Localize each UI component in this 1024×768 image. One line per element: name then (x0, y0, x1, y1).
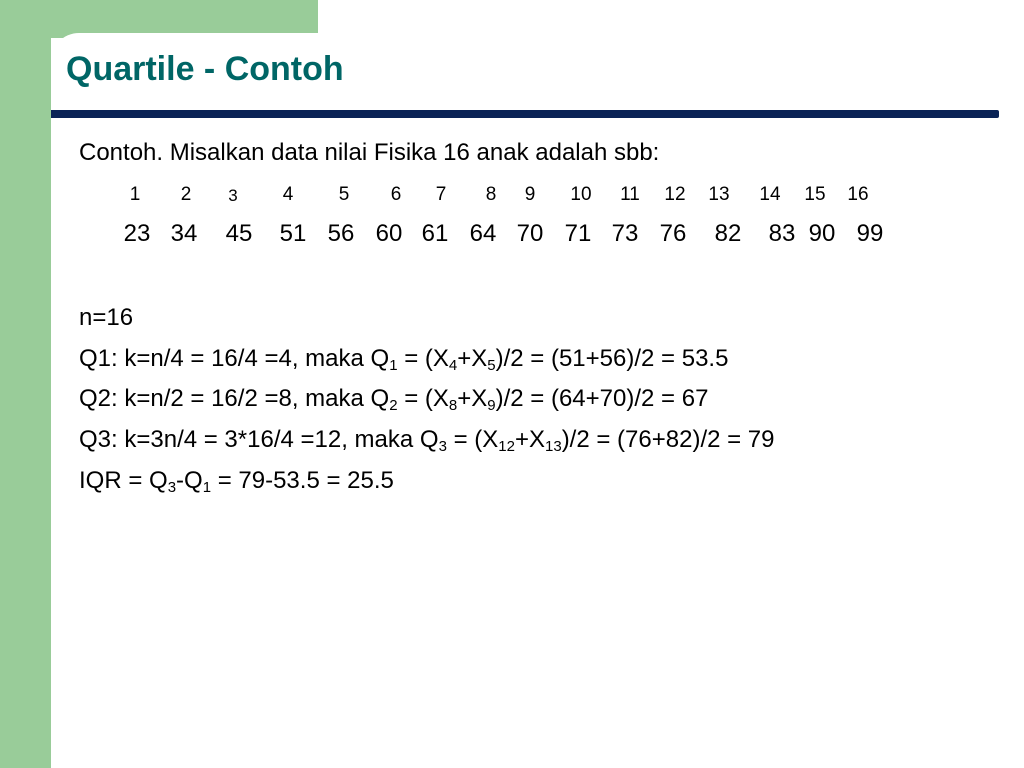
value-cell: 83 (768, 220, 796, 247)
index-cell: 6 (390, 184, 402, 205)
index-cell: 10 (570, 184, 592, 205)
q2-line: Q2: k=n/2 = 16/2 =8, maka $Q_2 = (X_8+X_9)/2 = (64+70)/2 = 67$ (79, 385, 709, 414)
index-cell: 5 (338, 184, 350, 205)
value-cell: 73 (611, 220, 639, 247)
q1-line: Q1: k=n/4 = 16/4 =4, maka $Q_1 = (X_4+X_5)/2 = (51+56)/2 = 53.5$ (79, 345, 729, 374)
value-cell: 60 (375, 220, 403, 247)
value-cell: 71 (564, 220, 592, 247)
n-line: n=16 (79, 304, 134, 331)
index-cell: 9 (524, 184, 536, 205)
index-cell: 1 (129, 184, 141, 205)
index-cell: 8 (485, 184, 497, 205)
title-rule (51, 110, 999, 118)
value-cell: 56 (327, 220, 355, 247)
index-cell: 4 (282, 184, 294, 205)
value-cell: 76 (659, 220, 687, 247)
index-cell: 16 (847, 184, 869, 205)
sidebar-accent (0, 0, 51, 768)
index-cell: 11 (620, 184, 640, 205)
index-cell: 2 (180, 184, 192, 205)
index-cell: 12 (664, 184, 686, 205)
value-cell: 23 (123, 220, 151, 247)
value-cell: 82 (714, 220, 742, 247)
slide-title: Quartile - Contoh (66, 50, 344, 88)
value-cell: 90 (808, 220, 836, 247)
index-cell: 3 (228, 186, 238, 205)
index-cell: 14 (759, 184, 781, 205)
iqr-line: IQR = $Q_3-Q_1 = 79-53.5 = 25.5$ (79, 467, 394, 496)
value-cell: 64 (469, 220, 497, 247)
value-cell: 61 (421, 220, 449, 247)
value-cell: 70 (516, 220, 544, 247)
value-cell: 45 (225, 220, 253, 247)
q3-line: Q3: k=3n/4 = 3*16/4 =12, maka $Q_3 = (X_{12}+X_{13})/2 = (76+82)/2 = 79$ (79, 426, 775, 455)
index-cell: 7 (435, 184, 447, 205)
index-cell: 13 (708, 184, 730, 205)
value-cell: 51 (279, 220, 307, 247)
index-cell: 15 (804, 184, 826, 205)
intro-text: Contoh. Misalkan data nilai Fisika 16 anak adalah sbb: (79, 139, 660, 166)
value-cell: 99 (856, 220, 884, 247)
value-cell: 34 (170, 220, 198, 247)
